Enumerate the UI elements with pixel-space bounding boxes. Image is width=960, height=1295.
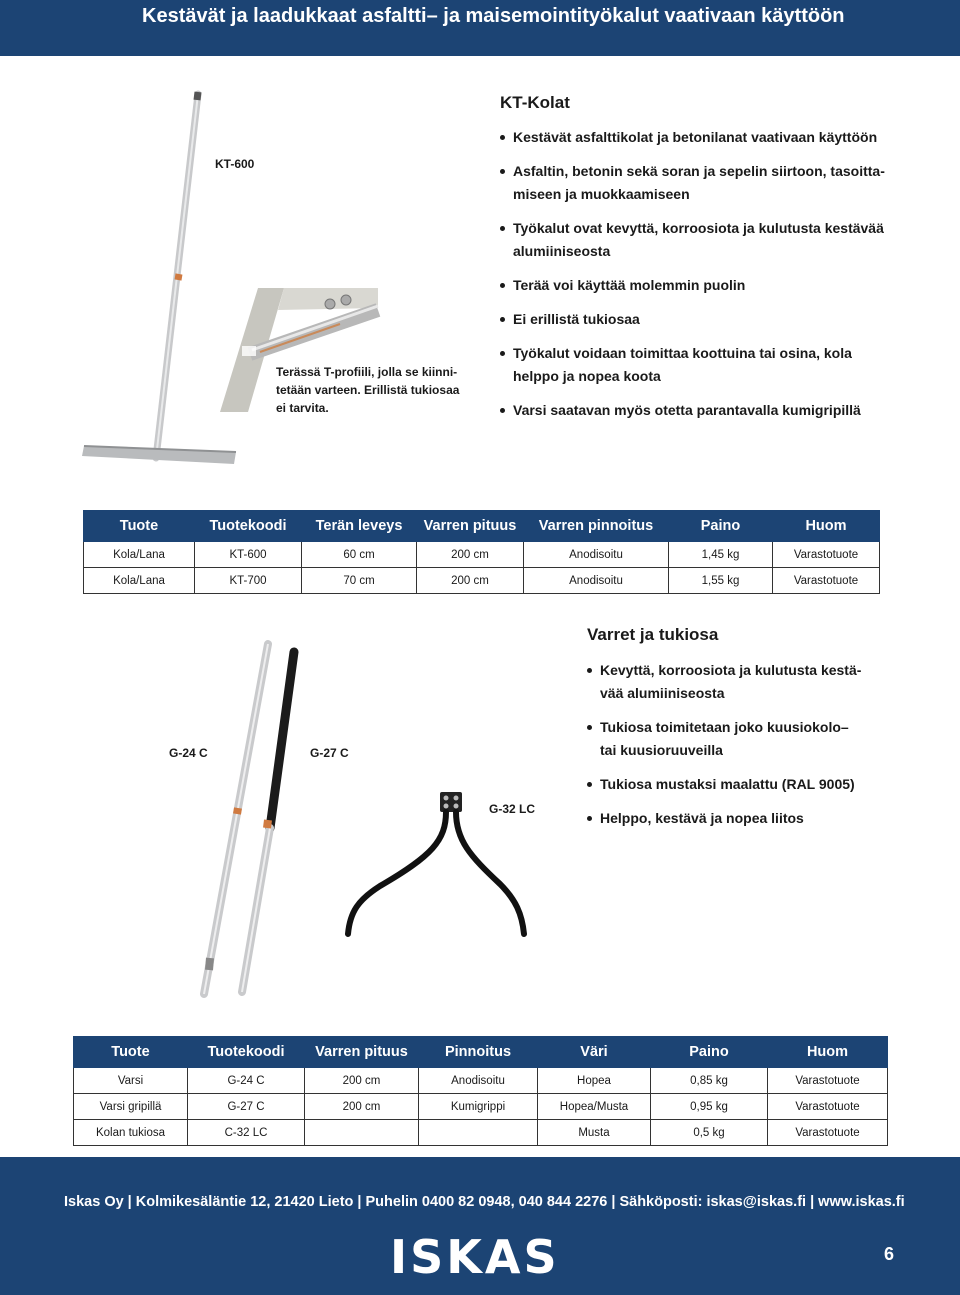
kt-kolat-spec-table xyxy=(83,510,880,594)
footer-bar xyxy=(0,1157,960,1295)
column-header: Varren pinnoitus xyxy=(524,511,669,542)
g-27-c-handle-image xyxy=(230,648,310,1008)
table-cell: 0,95 kg xyxy=(651,1094,768,1120)
varret-spec-table xyxy=(73,1036,888,1146)
caption-line: ei tarvita. xyxy=(276,401,329,415)
section-title-varret: Varret ja tukiosa xyxy=(587,625,719,644)
table-cell: 0,5 kg xyxy=(651,1120,768,1146)
column-header: Huom xyxy=(773,511,880,542)
t-profile-caption xyxy=(276,363,466,417)
column-header: Väri xyxy=(538,1037,651,1068)
varret-feature-list xyxy=(587,659,907,830)
table-cell: Varsi xyxy=(74,1068,188,1094)
table-cell: 1,45 kg xyxy=(669,542,773,568)
table-row xyxy=(84,568,880,594)
footer-contact-info: Iskas Oy | Kolmikesäläntie 12, 21420 Lieto | Puhelin 0400 82 0948, 040 844 2276 | Sähköposti: iskas@iskas.fi | www.iskas.fi xyxy=(64,1194,905,1210)
table-row xyxy=(74,1094,888,1120)
table-cell: Kumigrippi xyxy=(419,1094,538,1120)
table-cell: Varastotuote xyxy=(768,1120,888,1146)
list-item: Kestävät asfalttikolat ja betonilanat vaativaan käyttöön xyxy=(500,126,910,149)
list-item: Kevyttä, korroosiota ja kulutusta kestä- vää alumiiniseosta xyxy=(587,659,907,705)
table-cell: Hopea xyxy=(538,1068,651,1094)
table-cell: Kola/Lana xyxy=(84,568,195,594)
g-24-c-label: G-24 C xyxy=(169,746,208,760)
table-row xyxy=(74,1068,888,1094)
table-cell: 60 cm xyxy=(302,542,417,568)
g-32-lc-label: G-32 LC xyxy=(489,802,536,816)
caption-line: tetään varteen. Erillistä tukiosaa xyxy=(276,383,460,397)
table-cell: 200 cm xyxy=(417,568,524,594)
caption-line: Terässä T-profiili, jolla se kiinni- xyxy=(276,365,458,379)
column-header: Tuotekoodi xyxy=(195,511,302,542)
list-item: Helppo, kestävä ja nopea liitos xyxy=(587,807,907,830)
table-row xyxy=(74,1120,888,1146)
table-cell: 70 cm xyxy=(302,568,417,594)
column-header: Huom xyxy=(768,1037,888,1068)
table-header-row xyxy=(84,511,880,542)
table-cell: Kola/Lana xyxy=(84,542,195,568)
section-title-kt-kolat: KT-Kolat xyxy=(500,93,570,112)
column-header: Terän leveys xyxy=(302,511,417,542)
column-header: Paino xyxy=(651,1037,768,1068)
list-item: Työkalut voidaan toimittaa koottuina tai osina, kola helppo ja nopea koota xyxy=(500,342,910,388)
table-row xyxy=(84,542,880,568)
table-cell: G-27 C xyxy=(188,1094,305,1120)
list-item: Työkalut ovat kevyttä, korroosiota ja kulutusta kestävää alumiiniseosta xyxy=(500,217,910,263)
list-item: Terää voi käyttää molemmin puolin xyxy=(500,274,910,297)
page-number: 6 xyxy=(884,1244,895,1264)
column-header: Paino xyxy=(669,511,773,542)
table-cell: Anodisoitu xyxy=(524,568,669,594)
table-cell: 1,55 kg xyxy=(669,568,773,594)
table-cell: 200 cm xyxy=(305,1094,419,1120)
kt-600-label: KT-600 xyxy=(215,157,255,171)
list-item: Varsi saatavan myös otetta parantavalla kumigripillä xyxy=(500,399,910,422)
table-cell xyxy=(419,1120,538,1146)
list-item: Tukiosa mustaksi maalattu (RAL 9005) xyxy=(587,773,907,796)
table-cell xyxy=(305,1120,419,1146)
table-cell: KT-600 xyxy=(195,542,302,568)
column-header: Varren pituus xyxy=(305,1037,419,1068)
column-header: Tuote xyxy=(84,511,195,542)
table-cell: Varsi gripillä xyxy=(74,1094,188,1120)
table-cell: 200 cm xyxy=(417,542,524,568)
list-item: Asfaltin, betonin sekä soran ja sepelin siirtoon, tasoitta- miseen ja muokkaamiseen xyxy=(500,160,910,206)
page-header-title: Kestävät ja laadukkaat asfaltti– ja maisemointityökalut vaativaan käyttöön xyxy=(142,5,845,27)
table-cell: Hopea/Musta xyxy=(538,1094,651,1120)
column-header: Tuotekoodi xyxy=(188,1037,305,1068)
table-cell: KT-700 xyxy=(195,568,302,594)
table-cell: G-24 C xyxy=(188,1068,305,1094)
table-cell: Anodisoitu xyxy=(419,1068,538,1094)
table-cell: 200 cm xyxy=(305,1068,419,1094)
table-cell: Varastotuote xyxy=(773,568,880,594)
list-item: Ei erillistä tukiosaa xyxy=(500,308,910,331)
table-cell: Varastotuote xyxy=(773,542,880,568)
table-cell: Musta xyxy=(538,1120,651,1146)
table-cell: Varastotuote xyxy=(768,1094,888,1120)
table-cell: Anodisoitu xyxy=(524,542,669,568)
kt-kolat-feature-list xyxy=(500,126,910,422)
column-header: Tuote xyxy=(74,1037,188,1068)
table-header-row xyxy=(74,1037,888,1068)
table-cell: 0,85 kg xyxy=(651,1068,768,1094)
table-cell: Kolan tukiosa xyxy=(74,1120,188,1146)
list-item: Tukiosa toimitetaan joko kuusiokolo– tai kuusioruuveilla xyxy=(587,716,907,762)
column-header: Pinnoitus xyxy=(419,1037,538,1068)
table-cell: Varastotuote xyxy=(768,1068,888,1094)
header-bar xyxy=(0,0,960,56)
column-header: Varren pituus xyxy=(417,511,524,542)
g-27-c-label: G-27 C xyxy=(310,746,349,760)
iskas-logo: ISKAS xyxy=(390,1230,560,1284)
table-cell: C-32 LC xyxy=(188,1120,305,1146)
